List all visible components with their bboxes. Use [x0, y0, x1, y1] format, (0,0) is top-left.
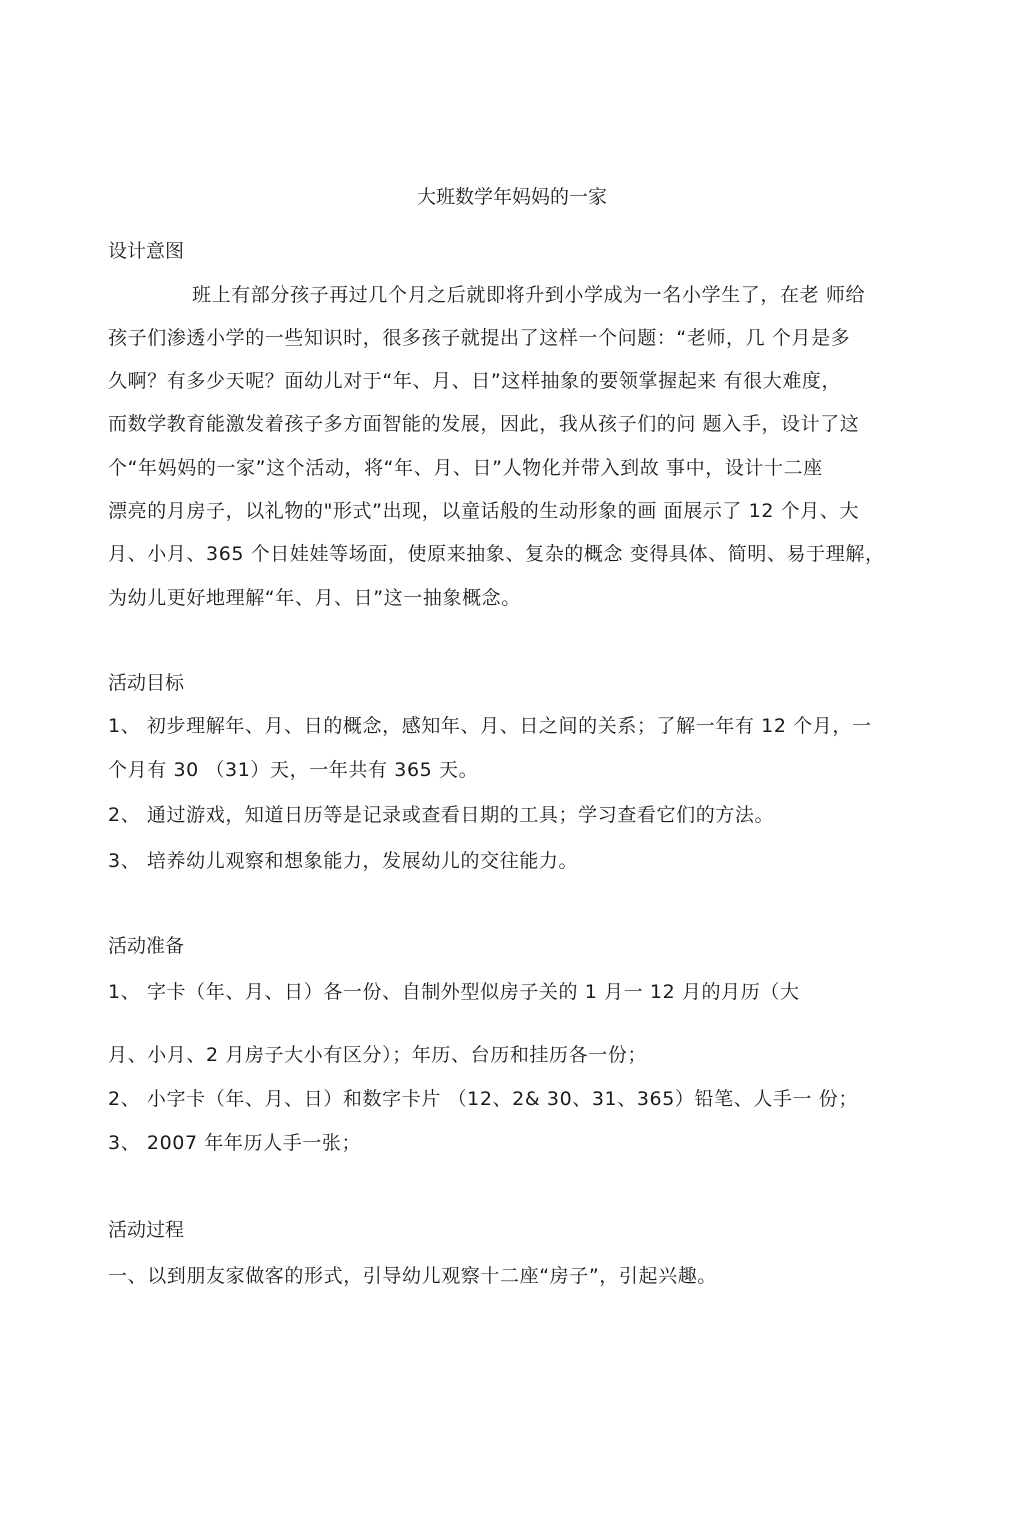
- paragraph-line: 孩子们渗透小学的一些知识时，很多孩子就提出了这样一个问题：“老师，几 个月是多: [108, 327, 851, 349]
- paragraph-line: 漂亮的月房子，以礼物的"形式”出现，以童话般的生动形象的画 面展示了 12 个月、大: [108, 500, 860, 522]
- list-item: 1、 初步理解年、月、日的概念，感知年、月、日之间的关系；了解一年有 12 个月，一: [108, 715, 872, 737]
- list-item: 1、 字卡（年、月、日）各一份、自制外型似房子关的 1 月一 12 月的月历（大: [108, 981, 800, 1003]
- paragraph-line: 为幼儿更好地理解“年、月、日”这一抽象概念。: [108, 587, 521, 609]
- list-item: 3、 2007 年年历人手一张；: [108, 1132, 362, 1154]
- list-item: 个月有 30 （31）天，一年共有 365 天。: [108, 759, 479, 781]
- list-item: 一、以到朋友家做客的形式，引导幼儿观察十二座“房子”，引起兴趣。: [108, 1265, 717, 1287]
- paragraph-line: 个“年妈妈的一家”这个活动，将“年、月、日”人物化并带入到故 事中，设计十二座: [108, 457, 823, 479]
- list-item: 3、 培养幼儿观察和想象能力，发展幼儿的交往能力。: [108, 850, 579, 872]
- paragraph-line: 班上有部分孩子再过几个月之后就即将升到小学成为一名小学生了，在老 师给: [192, 284, 866, 306]
- paragraph-line: 而数学教育能激发着孩子多方面智能的发展，因此，我从孩子们的问 题入手，设计了这: [108, 413, 860, 435]
- paragraph-line: 月、小月、365 个日娃娃等场面，使原来抽象、复杂的概念 变得具体、简明、易于理解，: [108, 543, 885, 565]
- section-heading-prep: 活动准备: [108, 935, 185, 957]
- paragraph-line: 久啊？有多少天呢？面幼儿对于“年、月、日”这样抽象的要领掌握起来 有很大难度，: [108, 370, 842, 392]
- section-heading-goals: 活动目标: [108, 672, 185, 694]
- list-item: 月、小月、2 月房子大小有区分）；年历、台历和挂历各一份；: [108, 1044, 648, 1066]
- section-heading-process: 活动过程: [108, 1219, 185, 1241]
- section-heading-design: 设计意图: [108, 240, 185, 262]
- document-title: 大班数学年妈妈的一家: [416, 186, 607, 208]
- list-item: 2、 小字卡（年、月、日）和数字卡片 （12、2& 30、31、365）铅笔、人手一 份；: [108, 1088, 858, 1110]
- list-item: 2、 通过游戏，知道日历等是记录或查看日期的工具；学习查看它们的方法。: [108, 804, 775, 826]
